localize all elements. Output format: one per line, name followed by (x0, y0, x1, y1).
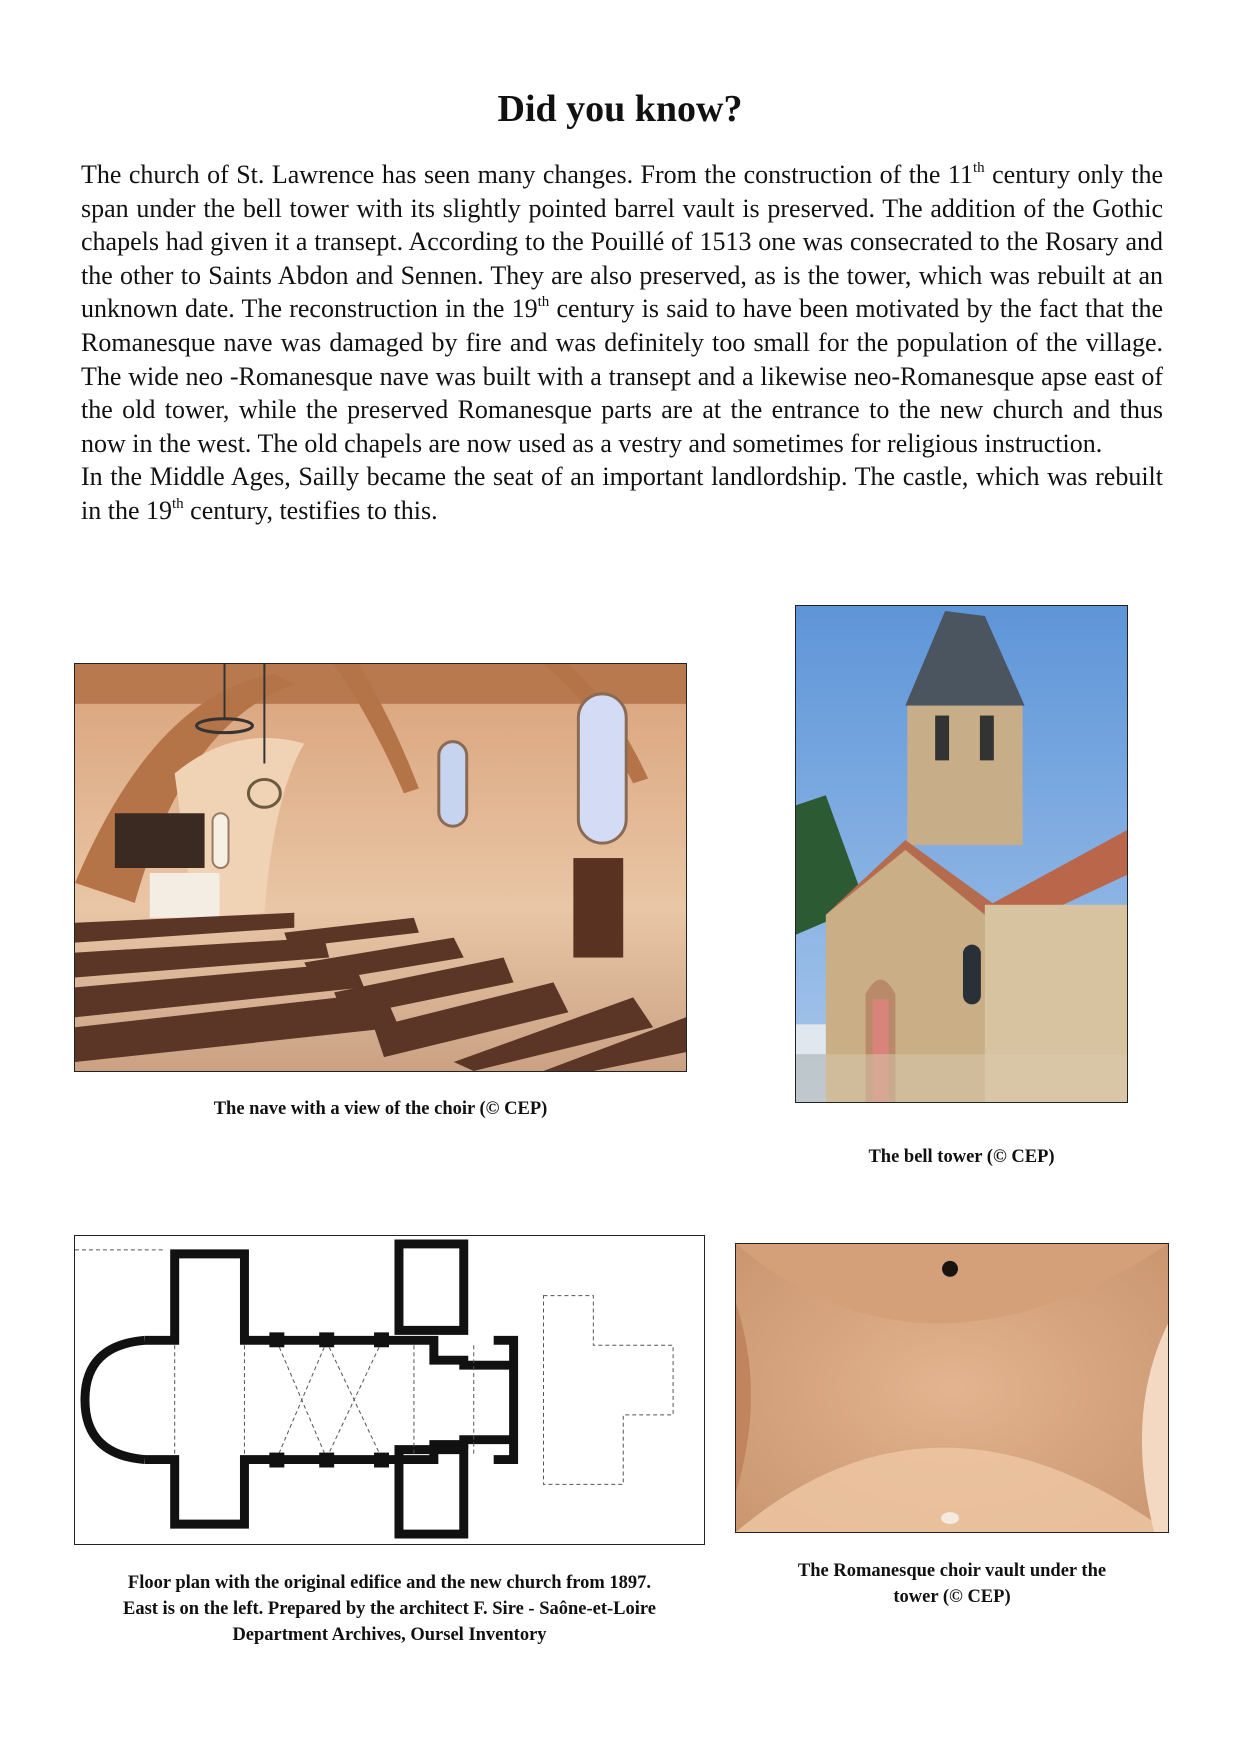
caption-line: tower (© CEP) (893, 1587, 1011, 1607)
text-span: The church of St. Lawrence has seen many changes. From the construction of the 11 (81, 160, 973, 189)
nave-caption: The nave with a view of the choir (© CEP) (213, 1099, 548, 1119)
caption-line: Department Archives, Oursel Inventory (232, 1625, 547, 1645)
bell-tower-photo (795, 605, 1128, 1103)
superscript: th (537, 294, 550, 311)
paragraph-church-history (81, 158, 1163, 460)
choir-vault-photo (735, 1243, 1169, 1533)
paragraph-middle-ages (81, 460, 1163, 527)
text-span: century is said to have been motivated by the fact that the Romanesque nave was damaged by fire and was definitely too small for the population of the village. The wide neo -Romanesque nave was built with a transept and a likewise neo-Romanesque apse east of the old tower, while the preserved Romanesque parts are at the entrance to the new church and thus now in the west. The old chapels are now used as a vestry and sometimes for religious instruction. (81, 294, 1163, 458)
text-span: In the Middle Ages, Sailly became the seat of an important landlordship. The castle, which was rebuilt in the 19 (81, 462, 1163, 525)
body-text (81, 158, 1163, 528)
text-span: century, testifies to this. (183, 495, 438, 525)
caption-line: The Romanesque choir vault under the (797, 1561, 1107, 1581)
floor-plan-image (74, 1235, 705, 1545)
choir-vault-caption (735, 1558, 1169, 1610)
caption-line: East is on the left. Prepared by the architect F. Sire - Saône-et-Loire (122, 1599, 656, 1619)
superscript: th (172, 495, 184, 512)
superscript: th (972, 160, 985, 176)
floor-plan-caption (74, 1570, 705, 1648)
bell-tower-caption: The bell tower (© CEP) (868, 1147, 1055, 1167)
text-span: century only the span under the bell tower with its slightly pointed barrel vault is preserved. The addition of the Gothic chapels had given it a transept. According to the Pouillé of 1513 one was consecrated to the Rosary and the other to Saints Abdon and Sennen. They are also preserved, as is the tower, which was rebuilt at an unknown date. The reconstruction in the 19 (81, 160, 1163, 324)
caption-line: Floor plan with the original edifice and the new church from 1897. (127, 1573, 652, 1593)
page-title: Did you know? (497, 88, 743, 130)
nave-photo (74, 663, 687, 1072)
